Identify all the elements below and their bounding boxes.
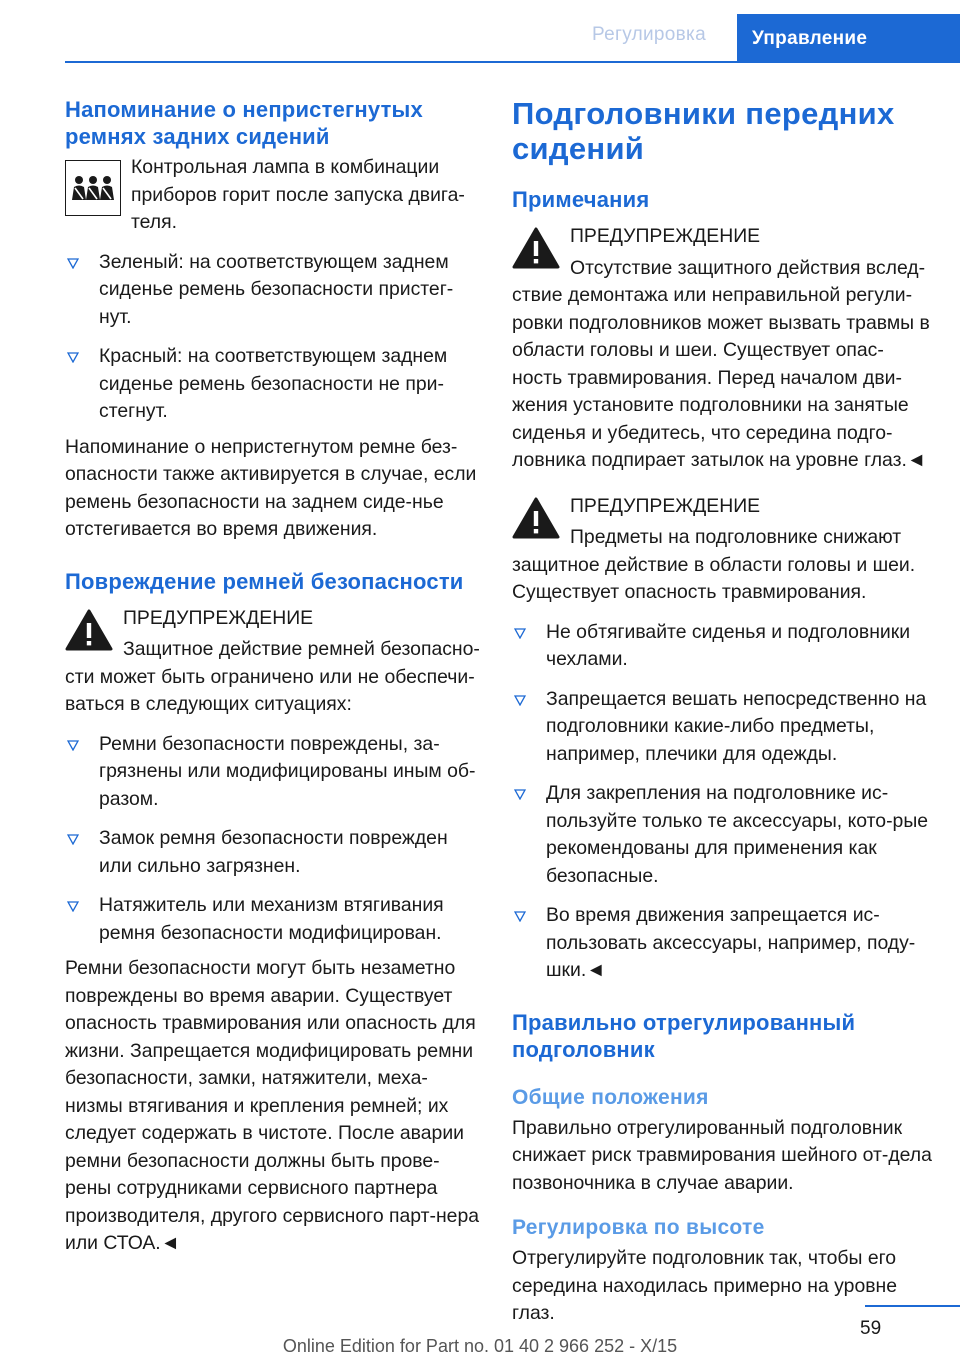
page-header	[0, 0, 960, 62]
height-adjust-text: Отрегулируйте подголовник так, чтобы его середина находилась примерно на уровне глаз.	[512, 1247, 898, 1324]
edition-footer: Online Edition for Part no. 01 40 2 966 252 - X/15	[282, 1336, 678, 1356]
headrest-list	[512, 619, 932, 985]
damage-heading: Повреждение ремней безопасности	[65, 568, 464, 594]
warning-icon	[512, 227, 560, 269]
reminder-intro-row	[65, 156, 485, 237]
footer-rule	[865, 1305, 960, 1307]
general-text: Правильно отрегулированный подголовник снижает риск травмирования шейного от-дела позвоночника в случае аварии.	[512, 1116, 932, 1194]
warning-text: Защитное действие ремней безопасно-сти может быть ограничено или не обеспечи-ваться в следующих ситуациях:	[65, 638, 480, 715]
list-item-text: Для закрепления на подголовнике ис-пользуйте только те аксессуары, кото-рые рекомендованы для применения как безопасные.	[546, 782, 929, 887]
list-item	[65, 892, 485, 947]
warning-icon	[512, 497, 560, 539]
reminder-intro: Контрольная лампа в комбинации приборов горит после запуска двига-теля.	[131, 156, 465, 233]
reminder-list	[65, 249, 485, 426]
triangle-bullet-icon	[514, 695, 526, 706]
triangle-bullet-icon	[67, 740, 79, 751]
correct-headrest-heading: Правильно отрегулированный подголовник	[512, 1009, 856, 1062]
warning-label: ПРЕДУПРЕЖДЕНИЕ	[570, 225, 761, 247]
list-item-text: Замок ремня безопасности поврежден или сильно загрязнен.	[99, 827, 448, 877]
warning-label: ПРЕДУПРЕЖДЕНИЕ	[570, 494, 761, 517]
warning-icon	[65, 609, 113, 651]
headrest-warning-1	[512, 223, 932, 475]
triangle-bullet-icon	[514, 911, 526, 922]
page-number: 59	[860, 1318, 882, 1339]
list-item	[65, 731, 485, 814]
triangle-bullet-icon	[514, 789, 526, 800]
list-item	[512, 780, 932, 890]
list-item-text: Красный: на соответствующем заднем сиденье ремень безопасности не при-стегнут.	[99, 345, 448, 422]
height-adjust-heading: Регулировка по высоте	[512, 1216, 765, 1239]
notes-heading: Примечания	[512, 187, 650, 212]
list-item-text: Во время движения запрещается ис-пользовать аксессуары, например, поду-шки.◄	[546, 904, 916, 981]
right-column	[512, 96, 932, 1328]
triangle-bullet-icon	[67, 834, 79, 845]
triangle-bullet-icon	[514, 628, 526, 639]
damage-list	[65, 731, 485, 948]
warning-text: Предметы на подголовнике снижают защитное действие в области головы и шеи. Существует опасность травмирования.	[512, 526, 916, 603]
headrests-heading: Подголовники передних сидений	[512, 96, 895, 166]
chapter-tab[interactable]: Управление	[737, 14, 960, 62]
reminder-heading: Напоминание о непристегнутых ремнях задних сидений	[65, 97, 423, 149]
triangle-bullet-icon	[67, 352, 79, 363]
damage-warning	[65, 605, 485, 719]
list-item	[512, 686, 932, 769]
triangle-bullet-icon	[67, 901, 79, 912]
list-item	[512, 902, 932, 985]
section-tab[interactable]: Регулировка	[592, 24, 706, 45]
general-heading: Общие положения	[512, 1085, 709, 1109]
headrest-warning-2	[512, 493, 932, 607]
list-item	[65, 825, 485, 880]
damage-closing: Ремни безопасности могут быть незаметно повреждены во время аварии. Существует опасность травмирования или опасность для жизни. Запрещается модифицировать ремни безопасности, замки, натяжители, меха-низмы втягивания и крепления ремней; их следует содержать в чистоте. После аварии ремни безопасности должны быть прове-рены сотрудниками сервисного партнера производителя, другого сервисного парт-нера или СТОА.◄	[65, 957, 480, 1254]
list-item	[65, 343, 485, 426]
warning-text: Отсутствие защитного действия вслед-ствие демонтажа или неправильной регули-ровки подголовников может вызвать травмы в области головы и шеи. Существует опас-ность травмирования. Перед началом дви-жения установите подголовники на занятые сиденья и убедитесь, что середина подго-ловника подпирает затылок на уровне глаз.◄	[512, 256, 930, 471]
list-item-text: Запрещается вешать непосредственно на подголовники какие-либо предметы, например, плечики для одежды.	[546, 687, 927, 765]
list-item-text: Не обтягивайте сиденья и подголовники чехлами.	[546, 620, 911, 670]
header-rule	[65, 61, 960, 63]
left-column	[65, 96, 485, 1258]
triangle-bullet-icon	[67, 258, 79, 269]
list-item	[65, 249, 485, 332]
reminder-note: Напоминание о непристегнутом ремне без-опасности также активируется в случае, если ремень безопасности на заднем сиде-нье отстегивается во время движения.	[65, 435, 477, 540]
list-item-text: Ремни безопасности повреждены, за-грязнены или модифицированы иным об-разом.	[99, 732, 476, 810]
list-item	[512, 619, 932, 674]
seatbelt-occupants-icon	[65, 160, 121, 216]
list-item-text: Натяжитель или механизм втягивания ремня безопасности модифицирован.	[99, 894, 444, 944]
list-item-text: Зеленый: на соответствующем заднем сиденье ремень безопасности пристег-нут.	[99, 250, 454, 328]
warning-label: ПРЕДУПРЕЖДЕНИЕ	[123, 606, 314, 629]
